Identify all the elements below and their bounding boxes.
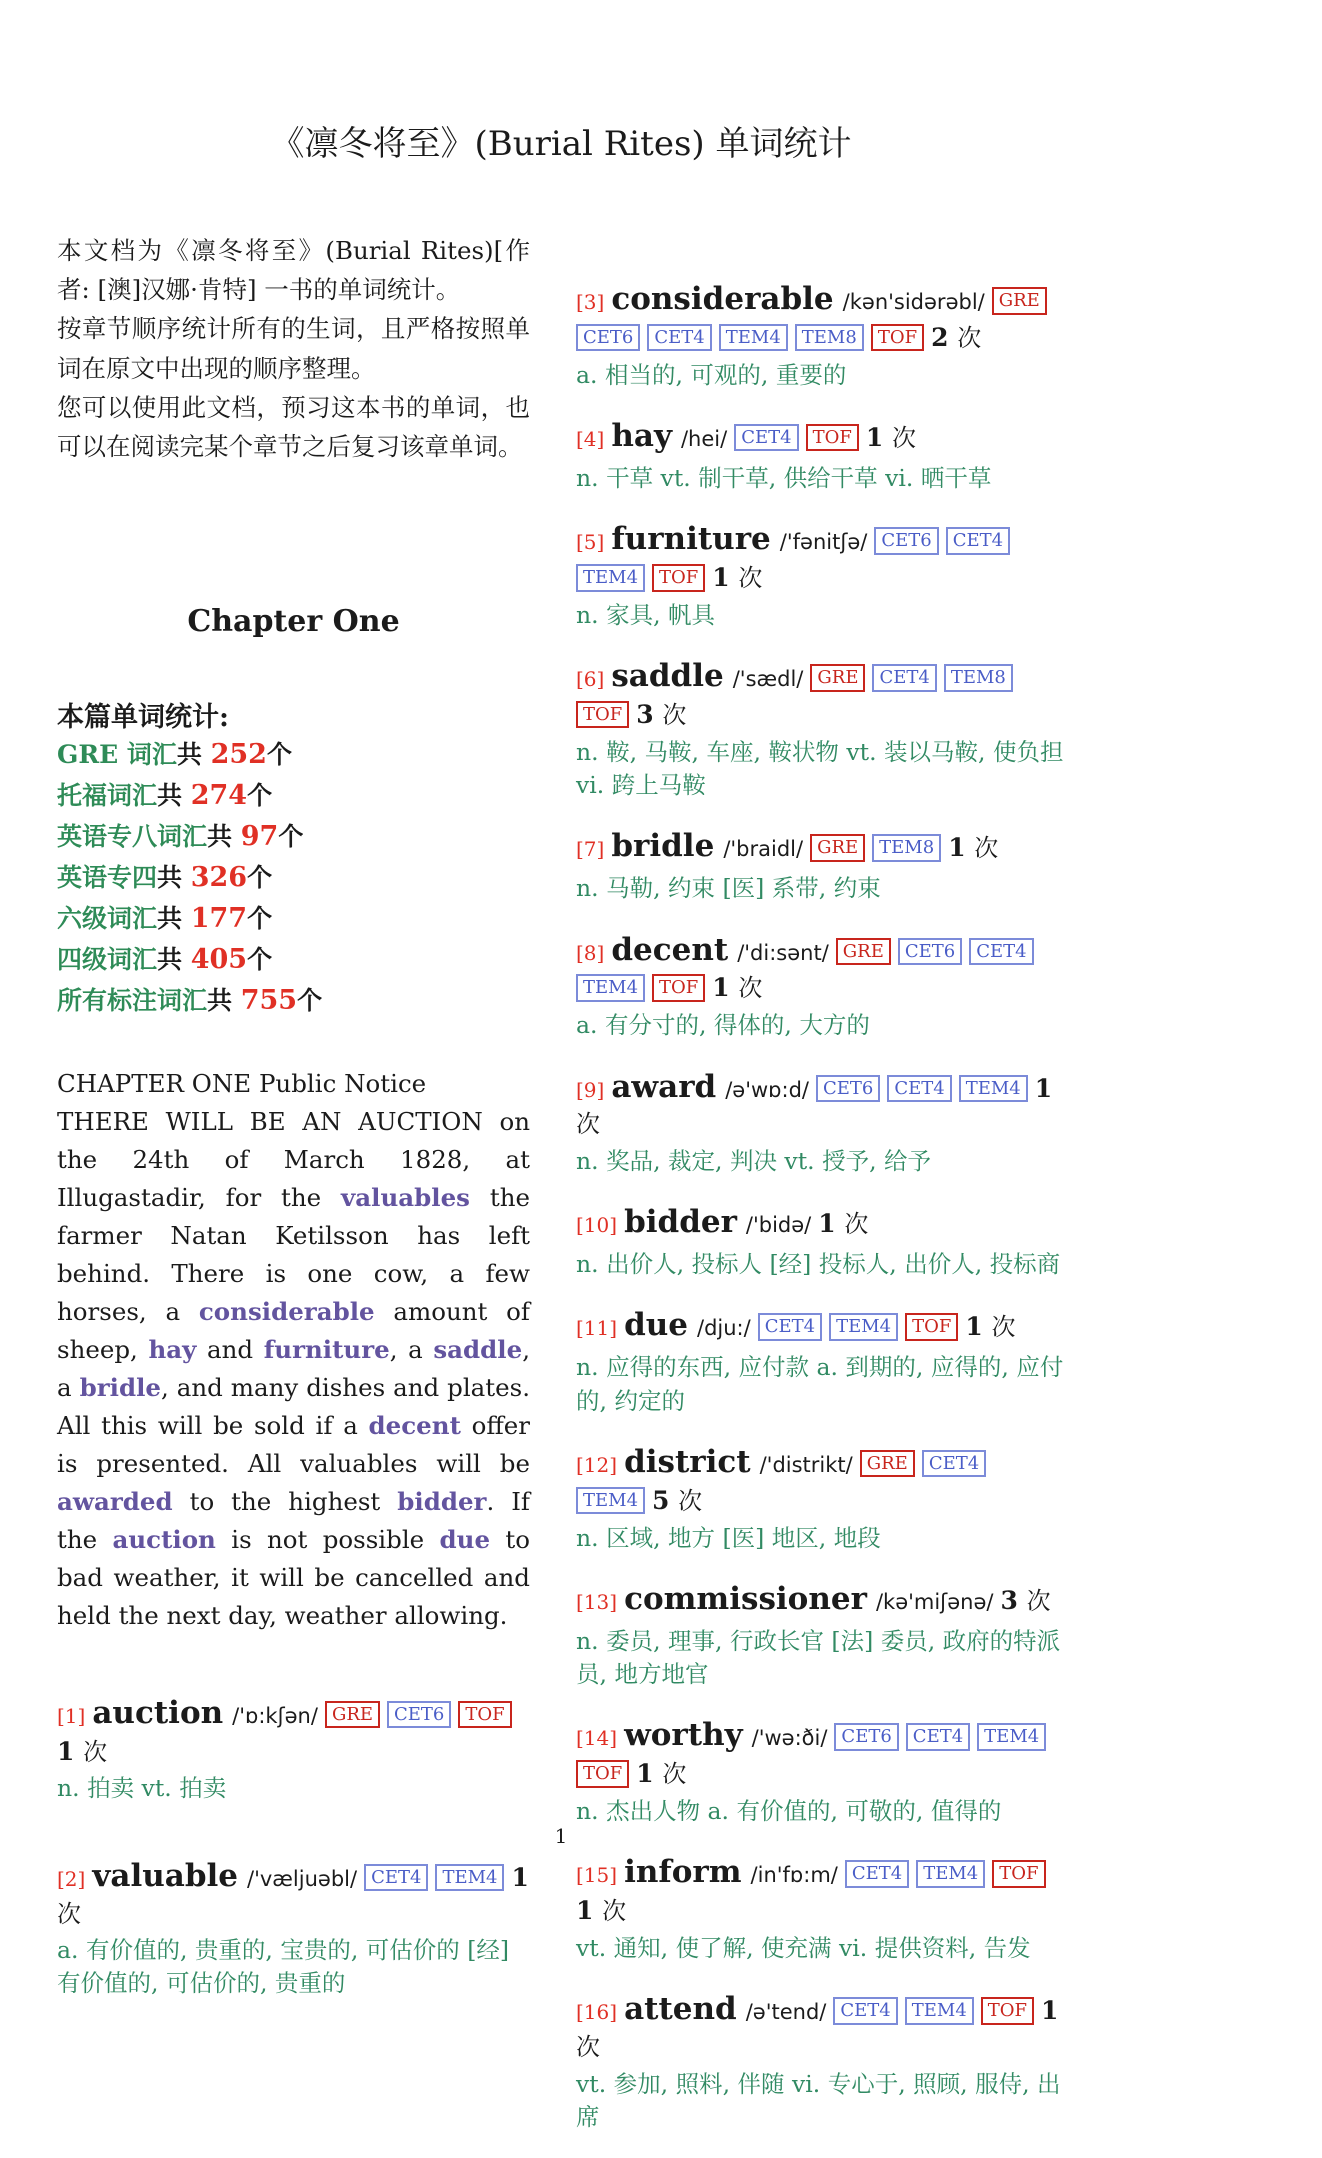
entry-head (576, 416, 1065, 458)
tag-cet4: CET4 (946, 527, 1010, 555)
tag-tem4: TEM4 (829, 1313, 898, 1341)
entry-word: furniture (611, 521, 771, 558)
entry-index: [8] (576, 940, 605, 965)
tag-cet4: CET4 (845, 1860, 909, 1888)
stat-suffix: 个 (247, 945, 273, 975)
entry-index: [16] (576, 2000, 618, 2025)
tag-cet4: CET4 (872, 664, 936, 692)
tag-cet4: CET4 (906, 1723, 970, 1751)
entry-index: [12] (576, 1452, 618, 1477)
stat-count: 755 (240, 985, 298, 1017)
word-entry (576, 1852, 1065, 1965)
entry-head (576, 930, 1065, 1006)
page-title: 《凛冬将至》(Burial Rites) 单词统计 (270, 124, 852, 164)
stat-line (57, 775, 530, 816)
entry-index: [4] (576, 426, 605, 451)
page-number: 1 (554, 1824, 568, 1848)
word-entry (57, 1693, 530, 1806)
stat-line (57, 857, 530, 898)
entry-definition: vt. 参加, 照料, 伴随 vi. 专心于, 照顾, 服侍, 出席 (576, 2069, 1061, 2131)
entry-phonetic: /kən'sidərəbl/ (842, 290, 985, 314)
tag-cet6: CET6 (816, 1075, 880, 1103)
entry-count-unit: 次 (974, 834, 999, 863)
stats-title: 本篇单词统计: (57, 702, 229, 734)
stat-suffix: 个 (247, 904, 273, 934)
word-entry (576, 930, 1065, 1043)
entry-count-unit: 次 (738, 564, 763, 592)
entry-word: saddle (611, 658, 724, 695)
highlighted-word: auction (112, 1524, 216, 1554)
stat-label: 四级词汇 (57, 945, 158, 975)
entry-index: [7] (576, 837, 605, 862)
entry-word: considerable (611, 281, 834, 317)
tag-cet6: CET6 (874, 527, 938, 555)
entry-count: 1 (865, 422, 892, 452)
tag-tof: TOF (652, 974, 705, 1002)
stat-label: GRE 词汇 (57, 740, 177, 770)
entry-count-unit: 次 (602, 1897, 627, 1926)
entry-count: 1 (636, 1759, 663, 1789)
entry-count: 1 (965, 1312, 992, 1342)
stat-label: 英语专八词汇 (57, 822, 208, 852)
stats-list (57, 734, 530, 1021)
tag-tof: TOF (806, 424, 859, 452)
word-entry (576, 1442, 1065, 1555)
entry-count: 1 (818, 1209, 845, 1239)
entry-word: valuable (92, 1857, 239, 1894)
stat-count: 274 (190, 780, 248, 812)
tag-gre: GRE (992, 287, 1047, 315)
entry-definition: a. 有价值的, 贵重的, 宝贵的, 可估价的 [经] 有价值的, 可估价的, 贵重的 (57, 1936, 510, 1998)
stat-count: 97 (240, 821, 279, 853)
entry-head (57, 1693, 530, 1769)
entry-index: [11] (576, 1316, 618, 1341)
entry-definition: n. 拍卖 vt. 拍卖 (57, 1774, 227, 1803)
entry-count-unit: 次 (83, 1737, 108, 1766)
passage-body (57, 1107, 530, 1630)
tag-tem4: TEM4 (576, 564, 645, 592)
passage-text: , and many dishes and plates. All this will be sold if a (57, 1373, 530, 1441)
tag-cet4: CET4 (887, 1075, 951, 1103)
tag-cet4: CET4 (364, 1864, 428, 1892)
word-entry (576, 279, 1065, 392)
tag-gre: GRE (836, 938, 891, 966)
tag-gre: GRE (860, 1450, 915, 1478)
entry-count-unit: 次 (957, 323, 982, 352)
passage-text: the farmer Natan Ketilsson has left behind. There is one cow, a few horses, a (57, 1183, 530, 1327)
entry-head (576, 1305, 1065, 1347)
entry-count: 3 (1000, 1585, 1027, 1615)
stat-label: 所有标注词汇 (57, 986, 208, 1016)
highlighted-word: hay (148, 1335, 197, 1365)
entry-index: [14] (576, 1726, 618, 1751)
entry-count-unit: 次 (991, 1313, 1016, 1342)
tag-cet4: CET4 (969, 938, 1033, 966)
tag-cet4: CET4 (647, 324, 711, 352)
intro-paragraph: 您可以使用此文档，预习这本书的单词，也可以在阅读完某个章节之后复习该章单词。 (57, 392, 530, 461)
passage-text: , a (389, 1335, 434, 1365)
highlighted-word: bridle (79, 1373, 161, 1403)
highlighted-word: bidder (397, 1487, 487, 1516)
stat-line (57, 816, 530, 857)
word-entry (57, 1856, 530, 2001)
entry-count-unit: 次 (738, 974, 763, 1003)
entry-word: attend (624, 1991, 737, 2028)
tag-tem4: TEM4 (576, 1487, 645, 1515)
entry-count: 2 (931, 322, 958, 352)
word-entry (576, 1989, 1065, 2134)
entry-phonetic: /hei/ (680, 426, 728, 451)
entry-word: bridle (611, 828, 715, 865)
word-entry (576, 1715, 1065, 1828)
entry-head (576, 1442, 1065, 1518)
entry-word: auction (92, 1694, 224, 1731)
entry-index: [15] (576, 1863, 618, 1888)
entry-phonetic: /'braidl/ (723, 837, 804, 862)
intro-paragraph: 本文档为《凛冬将至》(Burial Rites)[作者: [澳]汉娜·肯特] 一书的单词统计。 (57, 236, 530, 305)
entry-phonetic: /in'fɒ:m/ (750, 1863, 838, 1888)
entry-definition: n. 区域, 地方 [医] 地区, 地段 (576, 1523, 881, 1552)
entry-word: commissioner (624, 1580, 867, 1617)
entry-word: due (624, 1307, 688, 1344)
highlighted-word: decent (368, 1411, 461, 1441)
tag-gre: GRE (810, 664, 865, 692)
passage-text: THERE WILL BE AN AUCTION on the 24th of March 1828, at Illugastadir, for the (57, 1107, 530, 1213)
tag-cet4: CET4 (922, 1450, 986, 1478)
passage-text: offer is presented. All valuables will be (57, 1411, 530, 1479)
stat-count: 177 (190, 903, 248, 935)
stat-count: 405 (190, 944, 248, 976)
entry-phonetic: /ə'wɒ:d/ (725, 1077, 809, 1102)
tag-tof: TOF (905, 1313, 958, 1341)
tag-tof: TOF (576, 1760, 629, 1788)
entry-definition: n. 马勒, 约束 [医] 系带, 约束 (576, 874, 881, 903)
entry-definition: a. 有分寸的, 得体的, 大方的 (576, 1011, 870, 1040)
stat-suffix: 个 (266, 740, 292, 770)
entry-phonetic: /dju:/ (697, 1316, 751, 1341)
passage-text: to bad weather, it will be cancelled and held the next day, weather allowing. (57, 1524, 530, 1630)
stat-count: 326 (190, 862, 248, 894)
tag-tof: TOF (992, 1860, 1045, 1888)
tag-tem4: TEM4 (959, 1075, 1028, 1103)
entry-count: 1 (712, 563, 739, 592)
entry-word: decent (611, 931, 729, 968)
tag-cet4: CET4 (758, 1313, 822, 1341)
entry-index: [5] (576, 530, 605, 555)
entry-count: 1 (712, 973, 739, 1003)
highlighted-word: furniture (263, 1335, 390, 1365)
entry-count-unit: 次 (1026, 1586, 1051, 1615)
entry-word: district (624, 1443, 751, 1480)
word-entries-right (576, 279, 1065, 2134)
passage-text: , a (57, 1335, 530, 1403)
entry-head (576, 519, 1065, 595)
passage-text: and (196, 1335, 264, 1365)
tag-tem8: TEM8 (872, 834, 941, 862)
highlighted-word: saddle (433, 1335, 523, 1365)
tag-tem8: TEM8 (944, 664, 1013, 692)
entry-head (576, 1715, 1065, 1791)
word-entry (576, 1202, 1065, 1281)
entry-count: 3 (636, 699, 663, 729)
highlighted-word: due (439, 1524, 491, 1554)
highlighted-word: awarded (57, 1487, 173, 1516)
tag-tem8: TEM8 (795, 324, 864, 352)
entry-count-unit: 次 (844, 1210, 869, 1239)
entry-word: hay (611, 417, 672, 454)
entry-index: [2] (57, 1866, 86, 1891)
tag-cet6: CET6 (387, 1701, 451, 1729)
passage-text: amount of sheep, (57, 1297, 531, 1365)
entry-definition: n. 委员, 理事, 行政长官 [法] 委员, 政府的特派员, 地方地官 (576, 1626, 1061, 1689)
stat-suffix: 个 (247, 863, 273, 893)
entry-phonetic: /'ɒ:kʃən/ (232, 1703, 318, 1728)
entry-phonetic: /'distrikt/ (759, 1452, 853, 1477)
word-entry (576, 519, 1065, 632)
entry-count-unit: 次 (678, 1486, 703, 1515)
word-entry (576, 1067, 1065, 1179)
entry-index: [3] (576, 290, 605, 314)
highlighted-word: considerable (198, 1297, 375, 1327)
entry-index: [9] (576, 1077, 605, 1102)
left-column (57, 231, 530, 2158)
tag-tof: TOF (652, 564, 705, 592)
entry-head (57, 1856, 530, 1930)
entry-definition: n. 应得的东西, 应付款 a. 到期的, 应得的, 应付的, 约定的 (576, 1353, 1064, 1415)
tag-tem4: TEM4 (916, 1860, 985, 1888)
stat-mid: 共 (157, 781, 191, 811)
tag-tem4: TEM4 (719, 324, 788, 352)
stat-mid: 共 (207, 822, 241, 852)
tag-gre: GRE (325, 1701, 380, 1729)
tag-tem4: TEM4 (905, 1997, 974, 2025)
word-entry (576, 1305, 1065, 1418)
tag-tof: TOF (576, 701, 629, 729)
stat-line (57, 734, 530, 775)
stat-label: 托福词汇 (57, 781, 158, 811)
entry-phonetic: /kə'miʃənə/ (875, 1589, 994, 1614)
entry-phonetic: /ə'tend/ (745, 2000, 827, 2025)
stat-suffix: 个 (278, 822, 304, 852)
entry-index: [6] (576, 667, 605, 692)
entry-head (576, 1067, 1065, 1141)
entry-index: [1] (57, 1703, 86, 1728)
tag-cet6: CET6 (576, 324, 640, 352)
stat-mid: 共 (176, 740, 211, 770)
highlighted-word: valuables (341, 1183, 470, 1213)
tag-tof: TOF (871, 324, 924, 352)
tag-gre: GRE (810, 834, 865, 862)
word-entry (576, 1579, 1065, 1692)
entry-definition: n. 干草 vt. 制干草, 供给干草 vi. 晒干草 (576, 463, 992, 492)
entry-phonetic: /'væljuəbl/ (247, 1866, 358, 1891)
tag-cet6: CET6 (898, 938, 962, 966)
entry-count-unit: 次 (662, 700, 687, 729)
entry-count: 1 (57, 1736, 84, 1766)
stat-mid: 共 (207, 986, 241, 1016)
entry-head (576, 1579, 1065, 1621)
word-entry (576, 656, 1065, 802)
entry-head (576, 279, 1065, 355)
passage-text: . If the (57, 1487, 530, 1554)
tag-tem4: TEM4 (435, 1864, 504, 1892)
two-column-layout (57, 231, 1065, 2158)
tag-tem4: TEM4 (576, 974, 645, 1002)
entry-count-unit: 次 (576, 2033, 600, 2062)
entry-phonetic: /'wə:ði/ (751, 1726, 828, 1751)
stat-label: 英语专四 (57, 863, 158, 893)
chapter-passage (57, 1065, 530, 1635)
entry-count-unit: 次 (576, 1110, 600, 1139)
entry-head (576, 826, 1065, 868)
entry-count-unit: 次 (662, 1760, 687, 1789)
entry-definition: n. 杰出人物 a. 有价值的, 可敬的, 值得的 (576, 1797, 1002, 1826)
entry-count: 1 (511, 1862, 529, 1892)
tag-cet4: CET4 (734, 424, 798, 452)
entry-word: award (611, 1068, 717, 1105)
entry-count: 1 (1034, 1073, 1053, 1103)
entry-phonetic: /'sædl/ (732, 667, 804, 692)
stat-mid: 共 (157, 863, 191, 893)
entry-head (576, 656, 1065, 732)
entry-definition: n. 出价人, 投标人 [经] 投标人, 出价人, 投标商 (576, 1250, 1061, 1279)
passage-text: to the highest (172, 1487, 398, 1516)
passage-text: is not possible (215, 1524, 440, 1554)
stat-count: 252 (210, 739, 267, 771)
stat-line (57, 939, 530, 980)
tag-cet4: CET4 (833, 1997, 897, 2025)
stat-line (57, 980, 530, 1021)
stat-mid: 共 (157, 945, 191, 975)
entry-definition: n. 鞍, 马鞍, 车座, 鞍状物 vt. 装以马鞍, 使负担 vi. 跨上马鞍 (576, 737, 1064, 800)
stat-line (57, 898, 530, 939)
intro-paragraph: 按章节顺序统计所有的生词，且严格按照单词在原文中出现的顺序整理。 (57, 314, 530, 383)
tag-cet6: CET6 (834, 1723, 898, 1751)
entry-count: 1 (576, 1896, 603, 1926)
intro-paragraphs (57, 231, 530, 466)
stat-mid: 共 (157, 904, 191, 934)
right-column (576, 231, 1065, 2158)
entry-index: [10] (576, 1213, 618, 1238)
entry-word: inform (624, 1854, 742, 1891)
stat-suffix: 个 (247, 781, 273, 811)
entry-definition: a. 相当的, 可观的, 重要的 (576, 360, 847, 389)
entry-word: bidder (624, 1204, 737, 1241)
stat-suffix: 个 (297, 986, 323, 1016)
chapter-heading: Chapter One (187, 604, 400, 640)
entry-definition: vt. 通知, 使了解, 使充满 vi. 提供资料, 告发 (576, 1934, 1031, 1962)
entry-phonetic: /'di:sənt/ (737, 940, 829, 965)
word-entry (576, 416, 1065, 495)
entry-word: worthy (624, 1717, 743, 1754)
passage-heading: CHAPTER ONE Public Notice (57, 1069, 427, 1099)
word-entry (576, 826, 1065, 905)
entry-definition: n. 家具, 帆具 (576, 600, 716, 629)
entry-head (576, 1852, 1065, 1928)
entry-phonetic: /'bidə/ (745, 1213, 812, 1238)
entry-count: 5 (652, 1485, 679, 1515)
tag-tof: TOF (458, 1701, 511, 1729)
entry-head (576, 1989, 1065, 2063)
entry-index: [13] (576, 1589, 618, 1614)
tag-tem4: TEM4 (977, 1723, 1046, 1751)
entry-count-unit: 次 (891, 423, 916, 452)
entry-count-unit: 次 (57, 1899, 81, 1928)
entry-phonetic: /'fənitʃə/ (779, 530, 868, 555)
entry-count: 1 (948, 833, 975, 863)
tag-tof: TOF (981, 1997, 1034, 2025)
entry-definition: n. 奖品, 裁定, 判决 vt. 授予, 给予 (576, 1146, 932, 1175)
stat-label: 六级词汇 (57, 904, 158, 934)
entry-count: 1 (1041, 1996, 1059, 2026)
entry-head (576, 1202, 1065, 1244)
